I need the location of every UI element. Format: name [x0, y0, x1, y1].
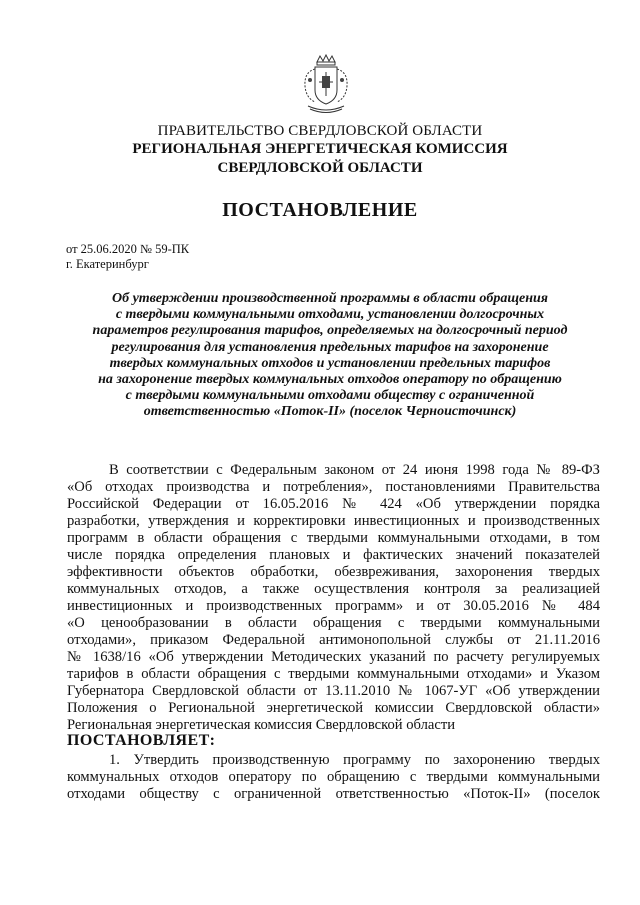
document-date-number: от 25.06.2020 № 59-ПК: [66, 242, 190, 256]
preamble-line: Региональная энергетическая комиссия Свердловской области: [67, 717, 456, 733]
commission-name-line1: РЕГИОНАЛЬНАЯ ЭНЕРГЕТИЧЕСКАЯ КОМИССИЯ: [132, 141, 508, 157]
preamble-line: В соответствии с Федеральным законом от 24 июня 1998 года № 89-ФЗ: [109, 462, 600, 478]
subject-line: Об утверждении производственной программы в области обращения: [111, 291, 549, 306]
preamble-line: числе порядка определения плановых и фактических значений показателей: [67, 547, 600, 563]
preamble-line: эффективности объектов обработки, обезвреживания, захоронения твердых: [67, 564, 600, 580]
document-city: г. Екатеринбург: [66, 257, 149, 271]
subject-line: с твердыми коммунальными отходами обществу с ограниченной: [125, 388, 535, 404]
government-name: ПРАВИТЕЛЬСТВО СВЕРДЛОВСКОЙ ОБЛАСТИ: [157, 123, 483, 139]
preamble-line: «Об отходах производства и потребления», постановлениями Правительства: [67, 479, 600, 495]
preamble-line: Губернатора Свердловской области от 13.11.2010 № 1067-УГ «Об утверждении: [67, 683, 600, 699]
item1-line: 1. Утвердить производственную программу по захоронению твердых: [109, 752, 600, 768]
resolve-heading: ПОСТАНОВЛЯЕТ:: [67, 732, 216, 749]
item1-line: отходами обществу с ограниченной ответственностью «Поток-II» (поселок: [67, 786, 600, 802]
document-subject: [60, 291, 600, 421]
preamble-line: коммунальных отходов, а также осуществления контроля за реализацией: [67, 581, 600, 597]
preamble-line: программ в области обращения с твердыми коммунальными отходами, в том: [67, 530, 600, 546]
preamble-line: тарифов в области обращения с твердыми коммунальными отходами» и Указом: [67, 666, 600, 682]
subject-line: регулирования для установления предельных тарифов на захоронение: [111, 339, 549, 355]
item1-line: коммунальных отходов оператору по обращению с твердыми коммунальными: [67, 769, 600, 785]
preamble-line: разработки, утверждения и корректировки инвестиционных и производственных: [67, 513, 600, 529]
document-type-title: ПОСТАНОВЛЕНИЕ: [222, 199, 418, 221]
preamble-line: Положения о Региональной энергетической комиссии Свердловской области»: [67, 700, 600, 716]
preamble-line: отходами», приказом Федеральной антимонопольной службы от 21.11.2016: [67, 632, 600, 648]
subject-line: твердых коммунальных отходов и установлении предельных тарифов: [109, 355, 551, 371]
subject-line: ответственностью «Поток-II» (поселок Черноисточинск): [143, 404, 517, 420]
coat-of-arms-icon: [300, 52, 352, 116]
subject-line: на захоронение твердых коммунальных отходов оператору по обращению: [98, 372, 562, 388]
commission-name-line2: СВЕРДЛОВСКОЙ ОБЛАСТИ: [217, 160, 423, 176]
preamble-line: Российской Федерации от 16.05.2016 № 424 «Об утверждении порядка: [67, 496, 600, 512]
subject-line: с твердыми коммунальными отходами, установлении долгосрочных: [115, 307, 545, 323]
preamble-line: «О ценообразовании в области обращения с твердыми коммунальными: [67, 615, 600, 631]
preamble-line: № 1638/16 «Об утверждении Методических указаний по расчету регулируемых: [67, 649, 600, 665]
subject-line: параметров регулирования тарифов, определяемых на долгосрочный период: [92, 323, 568, 339]
preamble-line: инвестиционных и производственных программ» и от 30.05.2016 № 484: [67, 598, 600, 614]
